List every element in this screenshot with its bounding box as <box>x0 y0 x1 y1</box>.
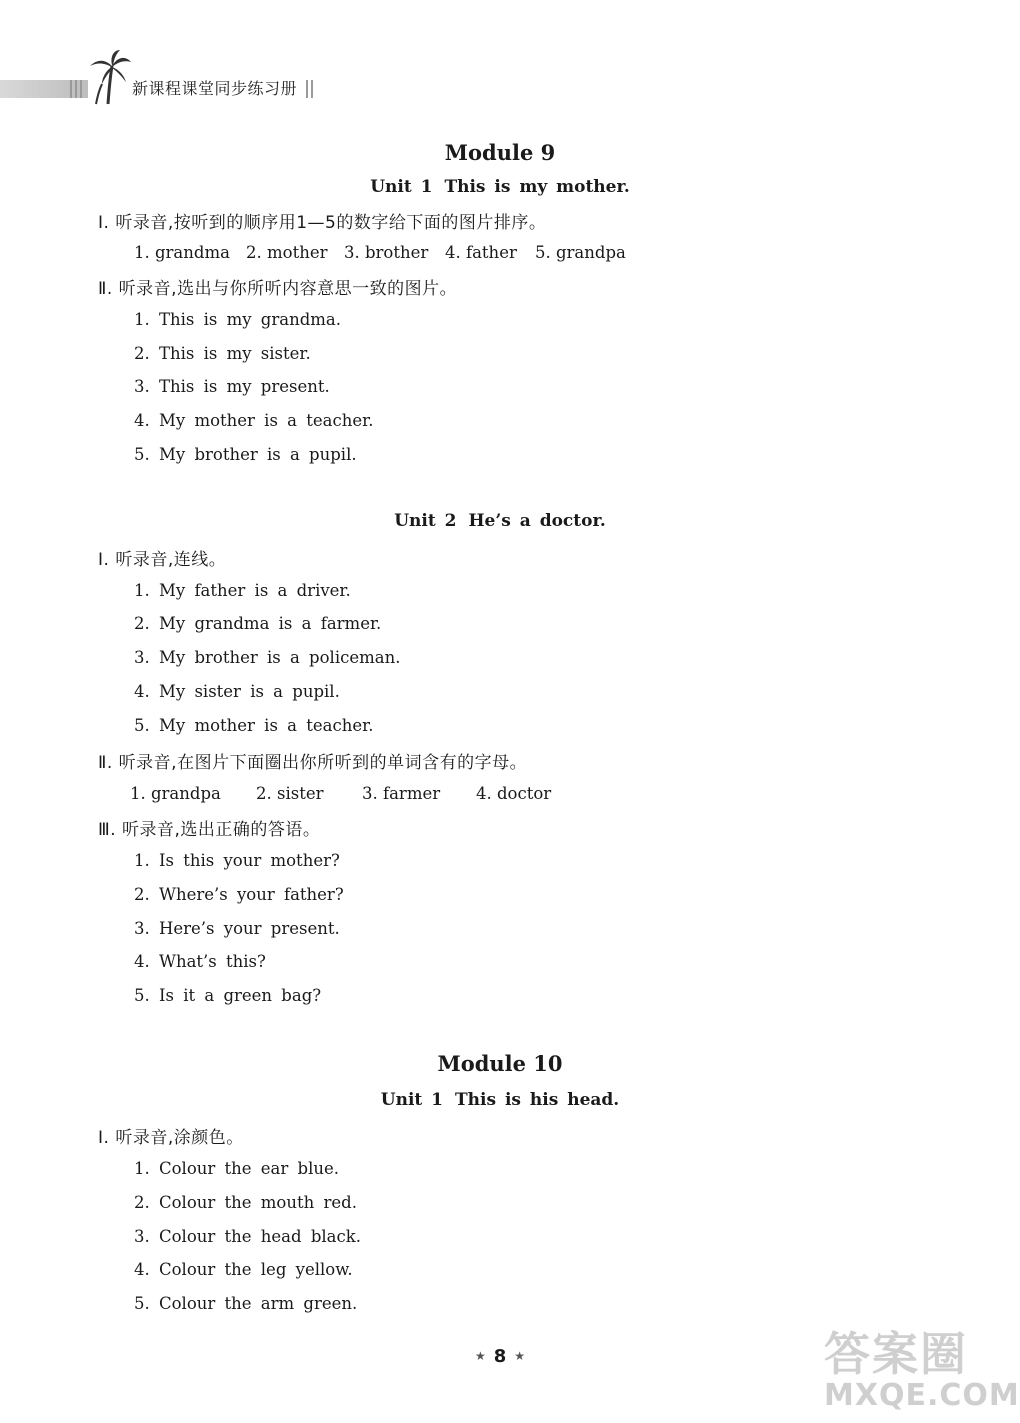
list-item: 1. This is my grandma. <box>134 310 342 329</box>
m9-unit1-title <box>0 177 1000 197</box>
list-item: 3. brother <box>344 243 429 262</box>
list-item: 2. This is my sister. <box>134 344 311 363</box>
unit-number: Unit 1 <box>370 177 433 197</box>
book-title: 新课程课堂同步练习册 <box>132 79 298 98</box>
list-item: 5. My brother is a pupil. <box>134 445 357 464</box>
list-item: 3. This is my present. <box>134 377 330 396</box>
list-item: 1. grandpa <box>130 784 221 803</box>
list-item: 5. Colour the arm green. <box>134 1294 358 1313</box>
m10-unit1-title <box>0 1090 1000 1110</box>
star-icon: ★ <box>514 1349 526 1363</box>
list-item: 2. My grandma is a farmer. <box>134 614 382 633</box>
list-item: 2. mother <box>246 243 328 262</box>
unit-name: This is my mother. <box>444 177 630 197</box>
header-end-stripes <box>306 80 316 102</box>
unit-number: Unit 2 <box>394 511 457 531</box>
list-item: 2. Colour the mouth red. <box>134 1193 357 1212</box>
m9-u2-section-2-heading: Ⅱ. 听录音,在图片下面圈出你所听到的单词含有的字母。 <box>98 753 528 773</box>
module-10-title: Module 10 <box>437 1051 563 1076</box>
list-item: 4. My sister is a pupil. <box>134 682 340 701</box>
m9-unit2-title <box>0 511 1000 531</box>
star-icon: ★ <box>474 1349 486 1363</box>
watermark <box>824 1318 1020 1418</box>
m9-u1-section-2-heading: Ⅱ. 听录音,选出与你所听内容意思一致的图片。 <box>98 279 458 299</box>
list-item: 3. Here’s your present. <box>134 919 340 938</box>
header-stripes <box>70 80 90 98</box>
list-item: 4. father <box>445 243 517 262</box>
module-9-title: Module 9 <box>444 140 556 165</box>
list-item: 2. Where’s your father? <box>134 885 344 904</box>
list-item: 3. farmer <box>362 784 441 803</box>
list-item: 4. Colour the leg yellow. <box>134 1260 353 1279</box>
palm-tree-icon <box>88 50 132 104</box>
list-item: 5. grandpa <box>535 243 626 262</box>
list-item: 5. My mother is a teacher. <box>134 716 374 735</box>
unit-name: This is his head. <box>455 1090 620 1110</box>
list-item: 1. My father is a driver. <box>134 581 351 600</box>
watermark-cn: 答案圈 <box>824 1327 968 1381</box>
list-item: 5. Is it a green bag? <box>134 986 322 1005</box>
list-item: 2. sister <box>256 784 324 803</box>
watermark-url: MXQE.COM <box>824 1378 1020 1413</box>
page-number-value: 8 <box>493 1346 507 1367</box>
list-item: 4. doctor <box>476 784 552 803</box>
list-item: 1. Is this your mother? <box>134 851 340 870</box>
list-item: 3. Colour the head black. <box>134 1227 361 1246</box>
running-header <box>0 72 330 108</box>
list-item: 1. Colour the ear blue. <box>134 1159 339 1178</box>
list-item: 3. My brother is a policeman. <box>134 648 401 667</box>
list-item: 1. grandma <box>134 243 230 262</box>
list-item: 4. What’s this? <box>134 952 266 971</box>
m9-u2-section-1-heading: Ⅰ. 听录音,连线。 <box>98 550 227 570</box>
m9-u2-section-3-heading: Ⅲ. 听录音,选出正确的答语。 <box>98 820 321 840</box>
unit-number: Unit 1 <box>380 1090 444 1110</box>
m10-u1-section-1-heading: Ⅰ. 听录音,涂颜色。 <box>98 1128 244 1148</box>
unit-name: He’s a doctor. <box>468 511 606 531</box>
m9-u1-section-1-heading: Ⅰ. 听录音,按听到的顺序用1—5的数字给下面的图片排序。 <box>98 213 547 233</box>
list-item: 4. My mother is a teacher. <box>134 411 374 430</box>
